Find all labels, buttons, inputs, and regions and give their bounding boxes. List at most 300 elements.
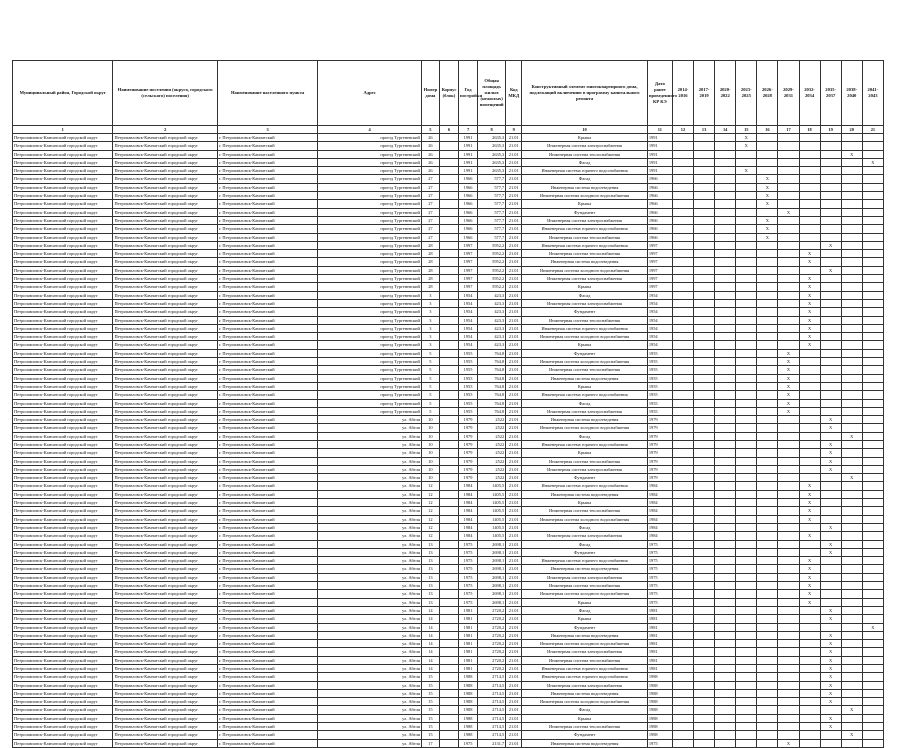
period-cell (672, 440, 693, 448)
house-number-cell: 26 (421, 167, 439, 175)
settlement-cell: Петропавловск-Камчатский городской округ (113, 673, 217, 681)
period-cell (672, 723, 693, 731)
period-cell (694, 540, 715, 548)
period-cell (799, 233, 820, 241)
period-cell (841, 241, 862, 249)
area-cell: 2698,1 (478, 540, 506, 548)
block-cell (439, 665, 458, 673)
period-mark: X (850, 151, 854, 157)
period-cell (862, 648, 883, 656)
build-year-cell: 1988 (459, 681, 478, 689)
period-cell (757, 623, 778, 631)
period-cell (736, 208, 757, 216)
house-number-cell: 12 (421, 523, 439, 531)
build-year-cell: 1997 (459, 283, 478, 291)
prev-repair-cell: 1975 (647, 565, 672, 573)
header-cell: 2017-2019 (694, 61, 715, 126)
period-cell (672, 615, 693, 623)
period-cell (841, 158, 862, 166)
district-cell: Петропавловск-Камчатский городской округ (13, 382, 113, 390)
period-cell (778, 565, 799, 573)
build-year-cell: 1997 (459, 241, 478, 249)
locality-cell: г. Петропавловск-Камчатский (217, 358, 317, 366)
period-cell (841, 648, 862, 656)
table-row (13, 532, 884, 540)
element-cell: Инженерная система горячего водоснабжения (522, 241, 648, 249)
element-cell: Фундамент (522, 474, 648, 482)
period-cell (862, 374, 883, 382)
area-cell: 2522 (478, 424, 506, 432)
table-row (13, 158, 884, 166)
build-year-cell: 1984 (459, 499, 478, 507)
block-cell (439, 225, 458, 233)
period-cell (820, 731, 841, 739)
district-cell: Петропавловск-Камчатский городской округ (13, 689, 113, 697)
table-body (13, 134, 884, 748)
period-cell (799, 374, 820, 382)
street-cell: проезд Тургеневский (318, 291, 421, 299)
prev-repair-cell: 1997 (647, 283, 672, 291)
period-cell (841, 482, 862, 490)
street-cell: ул. Абеля (318, 723, 421, 731)
period-cell (862, 482, 883, 490)
period-cell (820, 532, 841, 540)
table-row (13, 192, 884, 200)
period-cell (757, 631, 778, 639)
district-cell: Петропавловск-Камчатский городской округ (13, 216, 113, 224)
locality-cell: г. Петропавловск-Камчатский (217, 399, 317, 407)
house-number-cell: 13 (421, 573, 439, 581)
table-row (13, 150, 884, 158)
block-cell (439, 590, 458, 598)
street-cell: проезд Тургеневский (318, 283, 421, 291)
mkd-code-cell: 21.01 (506, 665, 522, 673)
period-cell (841, 465, 862, 473)
period-cell (862, 341, 883, 349)
header-cell: Конструктивный элемент многоквартирного дома, подлежащий включению в программу капитального ремонта (522, 61, 648, 126)
house-number-cell: 13 (421, 557, 439, 565)
table-row (13, 606, 884, 614)
period-cell (862, 465, 883, 473)
block-cell (439, 275, 458, 283)
period-cell (778, 275, 799, 283)
period-cell (757, 449, 778, 457)
street-cell: проезд Тургеневский (318, 299, 421, 307)
house-number-cell: 13 (421, 540, 439, 548)
mkd-code-cell: 21.01 (506, 167, 522, 175)
element-cell: Инженерная система теплоснабжения (522, 233, 648, 241)
settlement-cell: Петропавловск-Камчатский городской округ (113, 316, 217, 324)
period-cell (672, 391, 693, 399)
prev-repair-cell: 1981 (647, 623, 672, 631)
house-number-cell: 13 (421, 565, 439, 573)
period-cell (778, 723, 799, 731)
element-cell: Инженерная система теплоснабжения (522, 457, 648, 465)
period-cell (799, 291, 820, 299)
period-cell (715, 490, 736, 498)
locality-cell: г. Петропавловск-Камчатский (217, 391, 317, 399)
period-cell (778, 440, 799, 448)
period-cell (672, 266, 693, 274)
period-cell (820, 358, 841, 366)
period-cell (736, 482, 757, 490)
period-cell (820, 275, 841, 283)
prev-repair-cell: 1979 (647, 424, 672, 432)
house-number-cell: 17 (421, 739, 439, 747)
period-cell (736, 565, 757, 573)
mkd-code-cell: 21.01 (506, 598, 522, 606)
area-cell: 2720,2 (478, 665, 506, 673)
period-cell (715, 656, 736, 664)
period-cell (778, 532, 799, 540)
mkd-code-cell: 21.01 (506, 440, 522, 448)
period-cell (862, 391, 883, 399)
period-cell (715, 640, 736, 648)
area-cell: 5952,2 (478, 258, 506, 266)
area-cell: 2635,3 (478, 167, 506, 175)
period-cell (715, 499, 736, 507)
district-cell: Петропавловск-Камчатский городской округ (13, 606, 113, 614)
settlement-cell: Петропавловск-Камчатский городской округ (113, 507, 217, 515)
period-cell (862, 158, 883, 166)
period-cell (672, 532, 693, 540)
locality-cell: г. Петропавловск-Камчатский (217, 432, 317, 440)
mkd-code-cell: 21.01 (506, 432, 522, 440)
period-cell (799, 490, 820, 498)
element-cell: Фундамент (522, 208, 648, 216)
period-cell (736, 225, 757, 233)
district-cell: Петропавловск-Камчатский городской округ (13, 565, 113, 573)
settlement-cell: Петропавловск-Камчатский городской округ (113, 216, 217, 224)
build-year-cell: 1981 (459, 665, 478, 673)
period-cell (715, 573, 736, 581)
period-cell (736, 540, 757, 548)
settlement-cell: Петропавловск-Камчатский городской округ (113, 615, 217, 623)
settlement-cell: Петропавловск-Камчатский городской округ (113, 557, 217, 565)
mkd-code-cell: 21.01 (506, 391, 522, 399)
period-cell (757, 490, 778, 498)
settlement-cell: Петропавловск-Камчатский городской округ (113, 399, 217, 407)
locality-cell: г. Петропавловск-Камчатский (217, 623, 317, 631)
settlement-cell: Петропавловск-Камчатский городской округ (113, 158, 217, 166)
district-cell: Петропавловск-Камчатский городской округ (13, 656, 113, 664)
period-cell (715, 615, 736, 623)
period-cell (715, 374, 736, 382)
period-cell (715, 283, 736, 291)
element-cell: Инженерная система водоотведения (522, 416, 648, 424)
area-cell: 2698,1 (478, 548, 506, 556)
prev-repair-cell: 1975 (647, 557, 672, 565)
area-cell: 423,3 (478, 341, 506, 349)
district-cell: Петропавловск-Камчатский городской округ (13, 474, 113, 482)
build-year-cell: 1991 (459, 150, 478, 158)
house-number-cell: 5 (421, 349, 439, 357)
settlement-cell: Петропавловск-Камчатский городской округ (113, 299, 217, 307)
house-number-cell: 27 (421, 216, 439, 224)
street-cell: ул. Абеля (318, 640, 421, 648)
settlement-cell: Петропавловск-Камчатский городской округ (113, 258, 217, 266)
build-year-cell: 1981 (459, 656, 478, 664)
period-cell (715, 731, 736, 739)
period-cell (820, 557, 841, 565)
period-cell (841, 167, 862, 175)
build-year-cell: 1954 (459, 341, 478, 349)
house-number-cell: 5 (421, 399, 439, 407)
element-cell: Инженерная система водоотведения (522, 739, 648, 747)
period-cell (862, 407, 883, 415)
period-cell (694, 689, 715, 697)
street-cell: проезд Тургеневский (318, 241, 421, 249)
settlement-cell: Петропавловск-Камчатский городской округ (113, 623, 217, 631)
element-cell: Инженерная система холодного водоснабжения (522, 192, 648, 200)
block-cell (439, 731, 458, 739)
period-cell (672, 540, 693, 548)
area-cell: 577,7 (478, 200, 506, 208)
build-year-cell: 1981 (459, 623, 478, 631)
period-cell (757, 167, 778, 175)
period-cell (672, 258, 693, 266)
period-cell (820, 333, 841, 341)
period-cell (841, 150, 862, 158)
period-cell (736, 233, 757, 241)
locality-cell: г. Петропавловск-Камчатский (217, 324, 317, 332)
period-cell (862, 548, 883, 556)
house-number-cell: 26 (421, 142, 439, 150)
period-cell (799, 465, 820, 473)
period-cell (820, 706, 841, 714)
mkd-code-cell: 21.01 (506, 399, 522, 407)
period-cell (862, 432, 883, 440)
period-cell (778, 200, 799, 208)
prev-repair-cell: 1975 (647, 548, 672, 556)
period-cell (715, 366, 736, 374)
settlement-cell: Петропавловск-Камчатский городской округ (113, 250, 217, 258)
block-cell (439, 424, 458, 432)
period-cell (862, 557, 883, 565)
settlement-cell: Петропавловск-Камчатский городской округ (113, 606, 217, 614)
district-cell: Петропавловск-Камчатский городской округ (13, 258, 113, 266)
element-cell: Инженерная система электроснабжения (522, 648, 648, 656)
street-cell: ул. Абеля (318, 507, 421, 515)
table-row (13, 283, 884, 291)
period-cell (715, 424, 736, 432)
area-cell: 423,3 (478, 299, 506, 307)
settlement-cell: Петропавловск-Камчатский городской округ (113, 266, 217, 274)
district-cell: Петропавловск-Камчатский городской округ (13, 640, 113, 648)
block-cell (439, 258, 458, 266)
period-mark: X (850, 433, 854, 439)
period-mark: X (829, 417, 833, 423)
area-cell: 2522 (478, 465, 506, 473)
period-cell (757, 573, 778, 581)
table-row (13, 407, 884, 415)
period-cell (715, 739, 736, 747)
element-cell: Инженерная система водоотведения (522, 183, 648, 191)
area-cell: 2635,3 (478, 158, 506, 166)
settlement-cell: Петропавловск-Камчатский городской округ (113, 208, 217, 216)
table-row (13, 241, 884, 249)
period-cell (778, 416, 799, 424)
mkd-code-cell: 21.01 (506, 523, 522, 531)
mkd-code-cell: 21.01 (506, 590, 522, 598)
street-cell: проезд Тургеневский (318, 266, 421, 274)
period-cell (820, 399, 841, 407)
area-cell: 2714,5 (478, 673, 506, 681)
area-cell: 1405,5 (478, 515, 506, 523)
prev-repair-cell: 1988 (647, 673, 672, 681)
mkd-code-cell: 21.01 (506, 374, 522, 382)
period-cell (672, 432, 693, 440)
house-number-cell: 15 (421, 723, 439, 731)
period-cell (757, 150, 778, 158)
block-cell (439, 474, 458, 482)
period-cell (715, 523, 736, 531)
build-year-cell: 1979 (459, 457, 478, 465)
house-number-cell: 13 (421, 548, 439, 556)
period-cell (672, 200, 693, 208)
mkd-code-cell: 21.01 (506, 507, 522, 515)
prev-repair-cell: 1966 (647, 192, 672, 200)
period-cell (820, 515, 841, 523)
period-cell (778, 623, 799, 631)
period-cell (862, 507, 883, 515)
period-cell (841, 142, 862, 150)
period-cell (799, 225, 820, 233)
build-year-cell: 1984 (459, 490, 478, 498)
build-year-cell: 1966 (459, 183, 478, 191)
block-cell (439, 706, 458, 714)
period-cell (694, 507, 715, 515)
period-cell (672, 557, 693, 565)
period-mark: X (829, 607, 833, 613)
mkd-code-cell: 21.01 (506, 573, 522, 581)
period-cell (694, 316, 715, 324)
period-cell (799, 548, 820, 556)
period-cell (820, 407, 841, 415)
period-cell (694, 631, 715, 639)
period-cell (841, 515, 862, 523)
table-row (13, 739, 884, 747)
table-row (13, 573, 884, 581)
block-cell (439, 358, 458, 366)
period-cell (820, 640, 841, 648)
period-cell (799, 183, 820, 191)
period-cell (694, 515, 715, 523)
element-cell: Инженерная система холодного водоснабжения (522, 358, 648, 366)
locality-cell: г. Петропавловск-Камчатский (217, 241, 317, 249)
area-cell: 1405,5 (478, 532, 506, 540)
period-cell (799, 407, 820, 415)
block-cell (439, 465, 458, 473)
table-row (13, 416, 884, 424)
prev-repair-cell: 1997 (647, 241, 672, 249)
locality-cell: г. Петропавловск-Камчатский (217, 648, 317, 656)
period-cell (820, 440, 841, 448)
street-cell: проезд Тургеневский (318, 134, 421, 142)
period-cell (694, 548, 715, 556)
period-cell (841, 374, 862, 382)
period-cell (694, 656, 715, 664)
street-cell: проезд Тургеневский (318, 324, 421, 332)
header-cell: 2029-2031 (778, 61, 799, 126)
mkd-code-cell: 21.01 (506, 731, 522, 739)
locality-cell: г. Петропавловск-Камчатский (217, 258, 317, 266)
period-cell (799, 250, 820, 258)
block-cell (439, 200, 458, 208)
header-cell: Год постройки (459, 61, 478, 126)
period-cell (778, 648, 799, 656)
period-cell (672, 623, 693, 631)
period-cell (715, 266, 736, 274)
mkd-code-cell: 21.01 (506, 291, 522, 299)
period-cell (736, 183, 757, 191)
period-cell (672, 706, 693, 714)
area-cell: 1405,5 (478, 523, 506, 531)
area-cell: 577,7 (478, 233, 506, 241)
header-cell: 2038-2040 (841, 61, 862, 126)
period-cell (694, 233, 715, 241)
period-cell (757, 225, 778, 233)
build-year-cell: 1955 (459, 407, 478, 415)
period-cell (757, 316, 778, 324)
prev-repair-cell: 1984 (647, 515, 672, 523)
street-cell: проезд Тургеневский (318, 341, 421, 349)
period-cell (799, 208, 820, 216)
period-cell (862, 706, 883, 714)
period-mark: X (850, 475, 854, 481)
element-cell: Фасад (522, 175, 648, 183)
period-mark: X (829, 724, 833, 730)
mkd-code-cell: 21.01 (506, 482, 522, 490)
street-cell: ул. Абеля (318, 432, 421, 440)
house-number-cell: 12 (421, 482, 439, 490)
element-cell: Инженерная система теплоснабжения (522, 316, 648, 324)
district-cell: Петропавловск-Камчатский городской округ (13, 598, 113, 606)
period-cell (778, 358, 799, 366)
area-cell: 764,8 (478, 349, 506, 357)
period-cell (672, 316, 693, 324)
prev-repair-cell: 1984 (647, 532, 672, 540)
mkd-code-cell: 21.01 (506, 515, 522, 523)
build-year-cell: 1966 (459, 208, 478, 216)
column-number: 17 (778, 126, 799, 134)
house-number-cell: 27 (421, 208, 439, 216)
period-cell (757, 158, 778, 166)
street-cell: проезд Тургеневский (318, 258, 421, 266)
mkd-code-cell: 21.01 (506, 582, 522, 590)
period-cell (736, 499, 757, 507)
locality-cell: г. Петропавловск-Камчатский (217, 341, 317, 349)
locality-cell: г. Петропавловск-Камчатский (217, 673, 317, 681)
period-cell (778, 175, 799, 183)
period-cell (672, 225, 693, 233)
period-cell (736, 656, 757, 664)
settlement-cell: Петропавловск-Камчатский городской округ (113, 565, 217, 573)
period-cell (694, 582, 715, 590)
house-number-cell: 14 (421, 631, 439, 639)
house-number-cell: 15 (421, 689, 439, 697)
period-cell (841, 731, 862, 739)
period-cell (694, 399, 715, 407)
street-cell: ул. Абеля (318, 673, 421, 681)
period-cell (694, 208, 715, 216)
period-cell (820, 366, 841, 374)
period-cell (757, 200, 778, 208)
area-cell: 2720,2 (478, 631, 506, 639)
area-cell: 2714,5 (478, 689, 506, 697)
district-cell: Петропавловск-Камчатский городской округ (13, 440, 113, 448)
prev-repair-cell: 1975 (647, 573, 672, 581)
